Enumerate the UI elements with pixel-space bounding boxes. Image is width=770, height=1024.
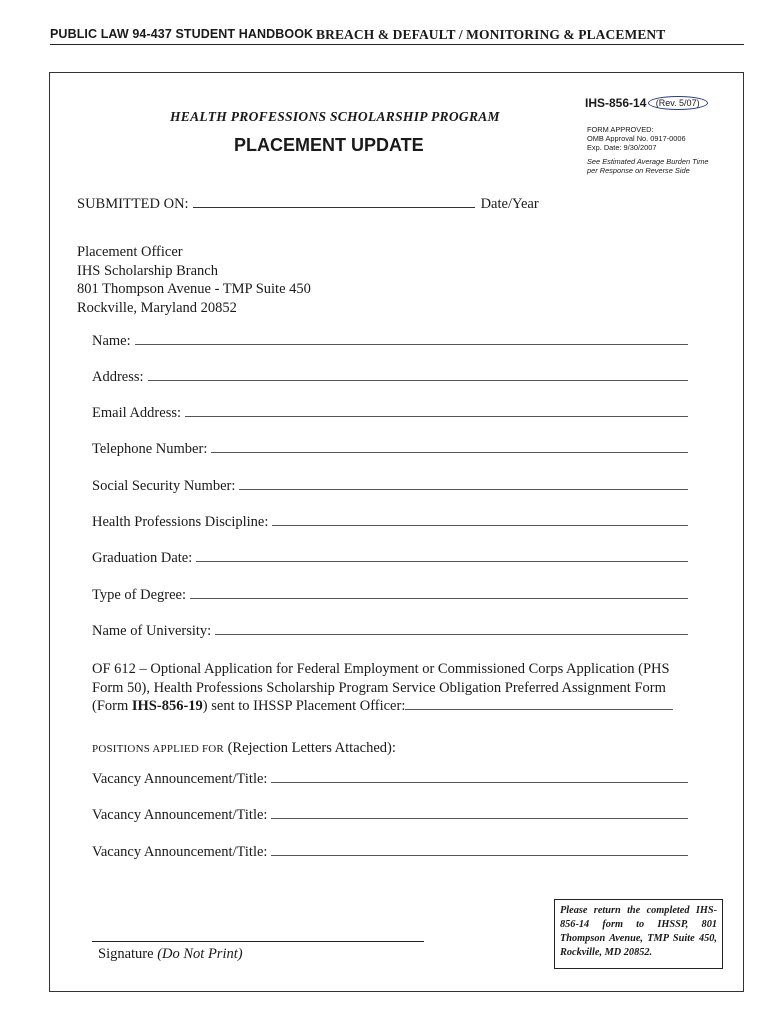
signature-line[interactable]: [92, 941, 424, 942]
approval-line: Exp. Date: 9/30/2007: [587, 143, 657, 152]
discipline-field: [92, 514, 688, 531]
vacancy-input-1[interactable]: [271, 772, 688, 783]
field-label: Address:: [92, 369, 144, 385]
vacancy-field-1: [92, 771, 688, 788]
form-number: [585, 96, 708, 111]
vacancy-field-2: [92, 807, 688, 824]
name-input[interactable]: [135, 334, 688, 345]
address-input[interactable]: [148, 370, 688, 381]
of612-line: Form 50), Health Professions Scholarship Program Service Obligation Preferred Assignment Form: [92, 679, 666, 696]
field-label: Health Professions Discipline:: [92, 514, 269, 530]
form-frame: [49, 72, 744, 992]
return-instructions: Please return the completed IHS-856-14 form to IHSSP, 801 Thompson Avenue, TMP Suite 450, Rockville, MD 20852.: [554, 899, 723, 969]
ssn-field: [92, 478, 688, 495]
vacancy-input-2[interactable]: [271, 808, 688, 819]
graduation-date-field: [92, 550, 688, 567]
field-label: Social Security Number:: [92, 478, 236, 494]
of612-line: [92, 697, 696, 716]
field-label: Name:: [92, 333, 131, 349]
omb-approval: [587, 125, 686, 152]
burden-line: See Estimated Average Burden Time: [587, 157, 709, 166]
signature-label: [98, 946, 243, 963]
telephone-input[interactable]: [211, 442, 688, 453]
approval-line: FORM APPROVED:: [587, 125, 654, 134]
discipline-input[interactable]: [272, 515, 688, 526]
of612-post: ) sent to IHSSP Placement Officer:: [202, 698, 406, 714]
date-year-label: Date/Year: [480, 196, 539, 212]
vacancy-input-3[interactable]: [271, 845, 688, 856]
of612-pre: (Form: [92, 698, 132, 714]
submitted-date-input[interactable]: [193, 195, 475, 208]
of612-line: OF 612 – Optional Application for Federal Employment or Commissioned Corps Application (PHS: [92, 661, 670, 677]
field-label: Name of University:: [92, 623, 212, 639]
vacancy-field-3: [92, 844, 688, 861]
address-line: Placement Officer: [77, 244, 183, 260]
burden-note: [587, 157, 709, 175]
address-line: IHS Scholarship Branch: [77, 262, 218, 279]
field-label: Email Address:: [92, 405, 182, 421]
program-name: HEALTH PROFESSIONS SCHOLARSHIP PROGRAM: [170, 109, 500, 124]
address-line: 801 Thompson Avenue - TMP Suite 450: [77, 281, 311, 297]
field-label: Vacancy Announcement/Title:: [92, 844, 268, 860]
positions-label: POSITIONS APPLIED FOR: [92, 743, 224, 755]
degree-input[interactable]: [190, 588, 688, 599]
email-field: [92, 405, 688, 422]
telephone-field: [92, 441, 688, 458]
name-field: [92, 333, 688, 350]
mailing-address: [77, 243, 311, 317]
field-label: Type of Degree:: [92, 587, 186, 603]
university-field: [92, 623, 688, 640]
signature-text: Signature: [98, 946, 154, 962]
university-input[interactable]: [215, 624, 688, 635]
header-left: PUBLIC LAW 94-437 STUDENT HANDBOOK: [50, 27, 314, 41]
email-input[interactable]: [185, 406, 688, 417]
form-number-text: IHS-856-14: [585, 96, 647, 110]
form-ref: IHS-856-19: [131, 698, 203, 714]
header-right: BREACH & DEFAULT / MONITORING & PLACEMENT: [316, 27, 666, 42]
positions-heading: [92, 740, 396, 757]
submitted-on-row: [77, 195, 539, 213]
submitted-label: SUBMITTED ON:: [77, 196, 189, 212]
field-label: Vacancy Announcement/Title:: [92, 771, 268, 787]
positions-suffix: (Rejection Letters Attached):: [227, 740, 396, 756]
address-line: Rockville, Maryland 20852: [77, 299, 237, 316]
graduation-date-input[interactable]: [196, 551, 688, 562]
placement-sent-input[interactable]: [405, 699, 673, 710]
burden-line: per Response on Reverse Side: [587, 166, 690, 175]
approval-line: OMB Approval No. 0917-0006: [587, 134, 686, 143]
signature-note: (Do Not Print): [157, 946, 243, 962]
page-header: [50, 27, 744, 45]
field-label: Vacancy Announcement/Title:: [92, 807, 268, 823]
field-label: Telephone Number:: [92, 441, 208, 457]
ssn-input[interactable]: [239, 479, 688, 490]
form-title: PLACEMENT UPDATE: [234, 135, 424, 155]
address-field: [92, 369, 688, 386]
degree-field: [92, 587, 688, 604]
revision-badge: (Rev. 5/07): [648, 96, 708, 110]
field-label: Graduation Date:: [92, 550, 193, 566]
of612-paragraph: [92, 660, 696, 716]
